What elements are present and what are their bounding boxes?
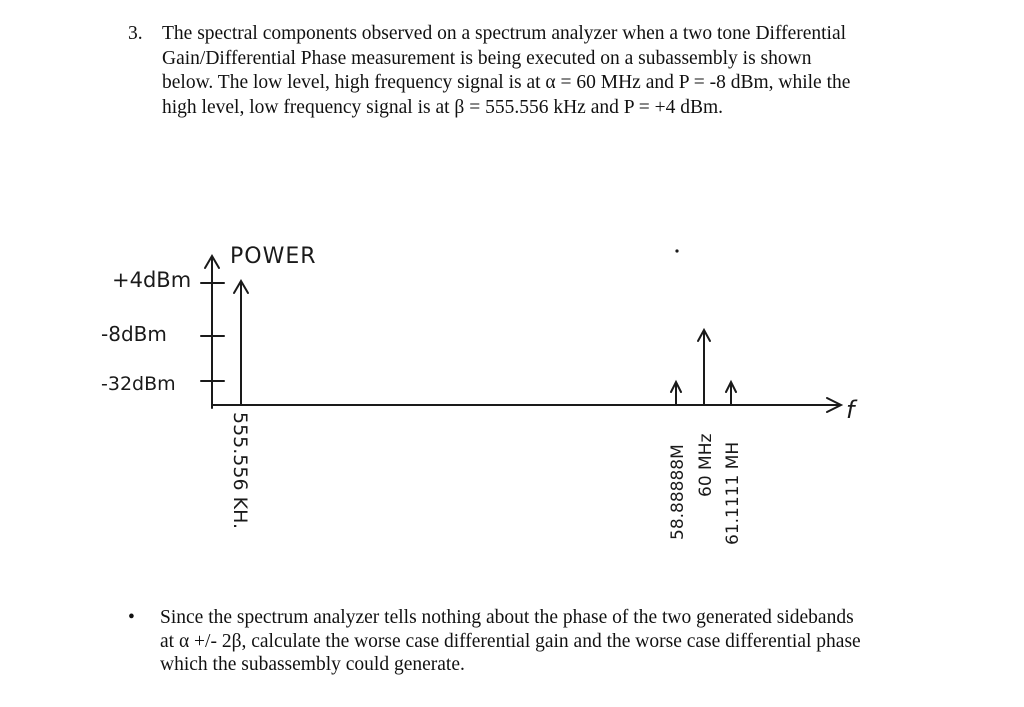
bullet-line: which the subassembly could generate.: [160, 654, 465, 675]
label-60mhz: 60 MHz: [696, 433, 716, 497]
bullet-dot: •: [128, 607, 135, 628]
level-label-minus32: -32dBm: [101, 373, 176, 395]
bullet-line: at α +/- 2β, calculate the worse case differential gain and the worse case differential phase: [160, 630, 861, 652]
question-bullet: [128, 606, 948, 677]
x-axis-label: f: [846, 396, 855, 424]
label-58mhz: 58.88888M: [668, 444, 688, 540]
speck: [675, 249, 678, 252]
y-axis-title: POWER: [230, 244, 317, 269]
problem-number: 3.: [128, 23, 143, 44]
label-61mhz: 61.1111 MH: [723, 441, 743, 545]
bullet-line: Since the spectrum analyzer tells nothing about the phase of the two generated sidebands: [160, 607, 854, 628]
label-555khz: 555.556 KH.: [229, 412, 251, 530]
problem-line: The spectral components observed on a spectrum analyzer when a two tone Differential: [162, 23, 847, 44]
level-label-plus4: +4dBm: [112, 268, 192, 292]
problem-line: below. The low level, high frequency signal is at α = 60 MHz and P = -8 dBm, while the: [162, 72, 851, 93]
level-label-minus8: -8dBm: [101, 322, 167, 346]
bullet-text: [160, 606, 948, 677]
problem-line: high level, low frequency signal is at β = 555.556 kHz and P = +4 dBm.: [162, 96, 724, 118]
problem-line: Gain/Differential Phase measurement is being executed on a subassembly is shown: [162, 47, 812, 69]
